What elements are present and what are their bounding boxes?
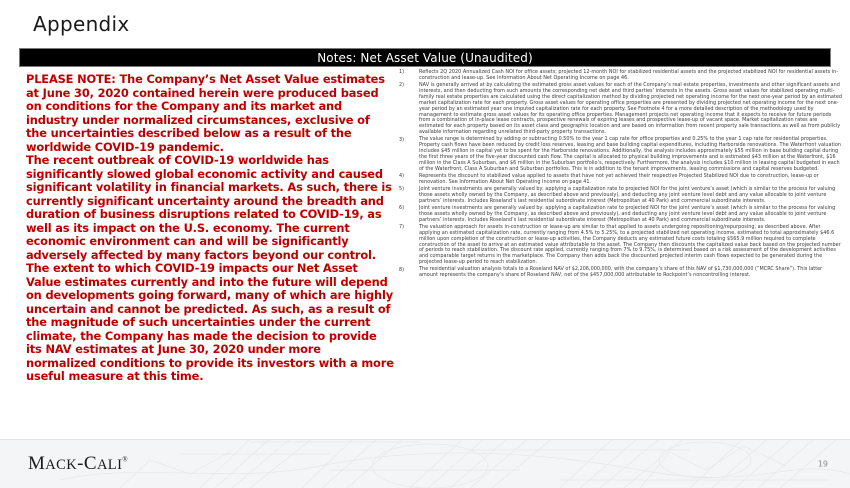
footnote-number: 5) [399, 186, 405, 193]
footnotes-column [399, 70, 842, 280]
footnote-item [399, 225, 842, 266]
page-number: 19 [817, 459, 828, 469]
notice-paragraph: The recent outbreak of COVID-19 worldwide has significantly slowed global economic activity and caused significant volatility in financial markets. As such, there is currently significant uncertainty around the breadth and duration of business disruptions related to COVID-19, as well as its impact on the U.S. economy. The current economic environment can and will be significantly adversely affected by many factors beyond our control. The extent to which COVID-19 impacts our Net Asset Value estimates currently and into the future will depend on developments going forward, many of which are highly uncertain and cannot be predicted. As such, as a result of the magnitude of such uncertainties under the current climate, the Company has made the decision to provide its NAV estimates at June 30, 2020 under more normalized conditions to provide its investors with a more useful measure at this time. [26, 153, 394, 383]
logo-text-cali-rest: ALI [96, 457, 123, 473]
footnote-text: The value range is determined by adding or subtracting 0.50% to the year 1 cap rate for office properties and 0.25% to the year 1 cap rate for residential properties. Property cash flows have been reduced by credit loss reserves, leasing and base building capital expenditures, including Harborside renovations. The Waterfront valuation includes $45 million in capital yet to be spent for the Harborside renovations. Additionally, the analysis includes approximately $55 million in base building capital during the first three years of the five-year discounted cash flow. The capital is allocated to physical building improvements and is estimated $43 million at the Waterfront, $16 million in the Class A Suburban, and $6 million in the Suburban portfolio’s, respectively. Furthermore, the analysis includes $10 million in leasing capital budgeted in each of the Waterfront, Class A Suburban and Suburban portfolios. This is in addition to the tenant improvements, leasing commissions and capital reserves budgeted. [419, 136, 841, 172]
footnote-item [399, 174, 842, 186]
footnote-number: 8) [399, 266, 405, 273]
footnote-text: The residential valuation analysis totals to a Roseland NAV of $2,206,000,000, with the company’s share of this NAV of $1,730,000,000 (“MCRC Share”). This latter amount represents the company’s share of Roseland NAV, net of the $457,000,000 attributable to Rockpoint’s noncontrolling interest. [419, 266, 823, 279]
notice-paragraph: PLEASE NOTE: The Company’s Net Asset Value estimates at June 30, 2020 contained herein were produced based on conditions for the Company and its market and industry under normalized circumstances, exclusive of the uncertainties described below as a result of the worldwide COVID-19 pandemic. [26, 72, 385, 154]
page-title: Appendix [33, 12, 130, 36]
logo-dash: - [77, 453, 84, 474]
footnote-text: The valuation approach for assets in-construction or lease-up are similar to that applied to assets undergoing repositioning/repurposing, as described above. After applying an estimated capitalization rate, currently ranging from 4.5% to 5.25%, to a projected stabilized net operating income, estimated to total approximately $46.6 million upon completion of the construction or lease-up activities, the Company deducts any estimated future costs totaling $565.9 million required to complete construction of the asset to arrive at an estimated value attributable to the asset. The Company then discounts the capitalized value back based on the projected number of periods to reach stabilization. The discount rate applied, currently ranging from 7% to 9.75%, is determined based on a risk assessment of the development activities and comparable target returns in the marketplace. The Company then adds back the discounted projected interim cash flows expected to be generated during the projected lease-up period to reach stabilization. [419, 223, 841, 266]
footnote-number: 2) [399, 82, 405, 89]
footnote-number: 1) [399, 69, 405, 76]
footnote-number: 7) [399, 224, 405, 231]
section-header-title: Notes: Net Asset Value (Unaudited) [317, 50, 533, 65]
registered-trademark-icon: ® [122, 455, 129, 464]
footnote-text: Reflects 2Q 2020 Annualized Cash NOI for office assets; projected 12-month NOI for stabilized residential assets and the projected stabilized NOI for residential assets in-construction and lease-up. See Information About Net Operating Income on page 46. [419, 69, 839, 81]
footnote-item [399, 187, 842, 205]
logo-text-mack: M [28, 453, 46, 474]
footnote-item [399, 206, 842, 224]
footnote-item [399, 83, 842, 136]
footnote-item [399, 267, 842, 279]
footnote-text: Represents the discount to stabilized value applied to assets that have not yet achieved their respective Projected Stabilized NOI due to construction, lease-up or renovation. See Information About Net Operating Income on page 41. [419, 172, 819, 185]
footnote-number: 6) [399, 205, 405, 212]
footnote-number: 3) [399, 136, 405, 143]
footnote-text: Joint venture investments are generally valued by: applying a capitalization rate to projected NOI for the joint venture’s asset (which is similar to the process for valuing those assets wholly owned by the Company, as described above and previously), and deducting any joint venture level debt and any value allocable to joint venture partners’ interests. Includes Roseland’s last residential subordinate interest (Metropolitan at 40 Park) and commercial subordinate interests. [419, 185, 836, 204]
logo-text-cali: C [83, 453, 97, 474]
footnote-text: Joint venture investments are generally valued by: applying a capitalization rate to projected NOI for the joint venture’s asset (which is similar to the process for valuing those assets wholly owned by the Company, as described above and previously), and deducting any joint venture level debt and any value allocable to joint venture partners’ interests. Includes Roseland’s last residential subordinate interest (Metropolitan at 40 Park) and commercial subordinate interests. [419, 204, 836, 223]
footnote-item [399, 137, 842, 172]
footnote-text: NAV is generally arrived at by calculating the estimated gross asset values for each of the Company’s real estate properties, investments and other significant assets and interests, and then deducting from such amounts the corresponding net debt and third parties’ interests in the assets. Gross asset values for stabilized operating multi-family real estate properties are calculated using the direct capitalization method by dividing projected net operating income for the next one-year period by an estimated market capitalization rate for each property. Gross asset values for operating office properties are presented by dividing projected net operating income for the next one-year period by an estimated year one imputed capitalization rate for each property. See Footnote 4 for a more detailed description of the methodology used by management to estimate gross asset values for its operating office properties. Management projects net operating income that it expects to receive for future periods from a combination of in-place lease contracts, prospective renewals of expiring leases and prospective lease-up of vacant space. Market capitalization rates are estimated for each property based on its asset class and geographic location and are based on information from recent property sale transactions as well as from publicly available information regarding unrelated third-party property transactions. [419, 82, 842, 136]
content-area [0, 70, 850, 430]
footnote-item [399, 70, 842, 82]
slide-footer [0, 439, 850, 488]
footnote-number: 4) [399, 173, 405, 180]
logo-text-mack-rest: ACK [45, 457, 78, 473]
notice-column [26, 73, 394, 384]
company-logo [28, 453, 128, 475]
section-header-band [19, 48, 831, 67]
